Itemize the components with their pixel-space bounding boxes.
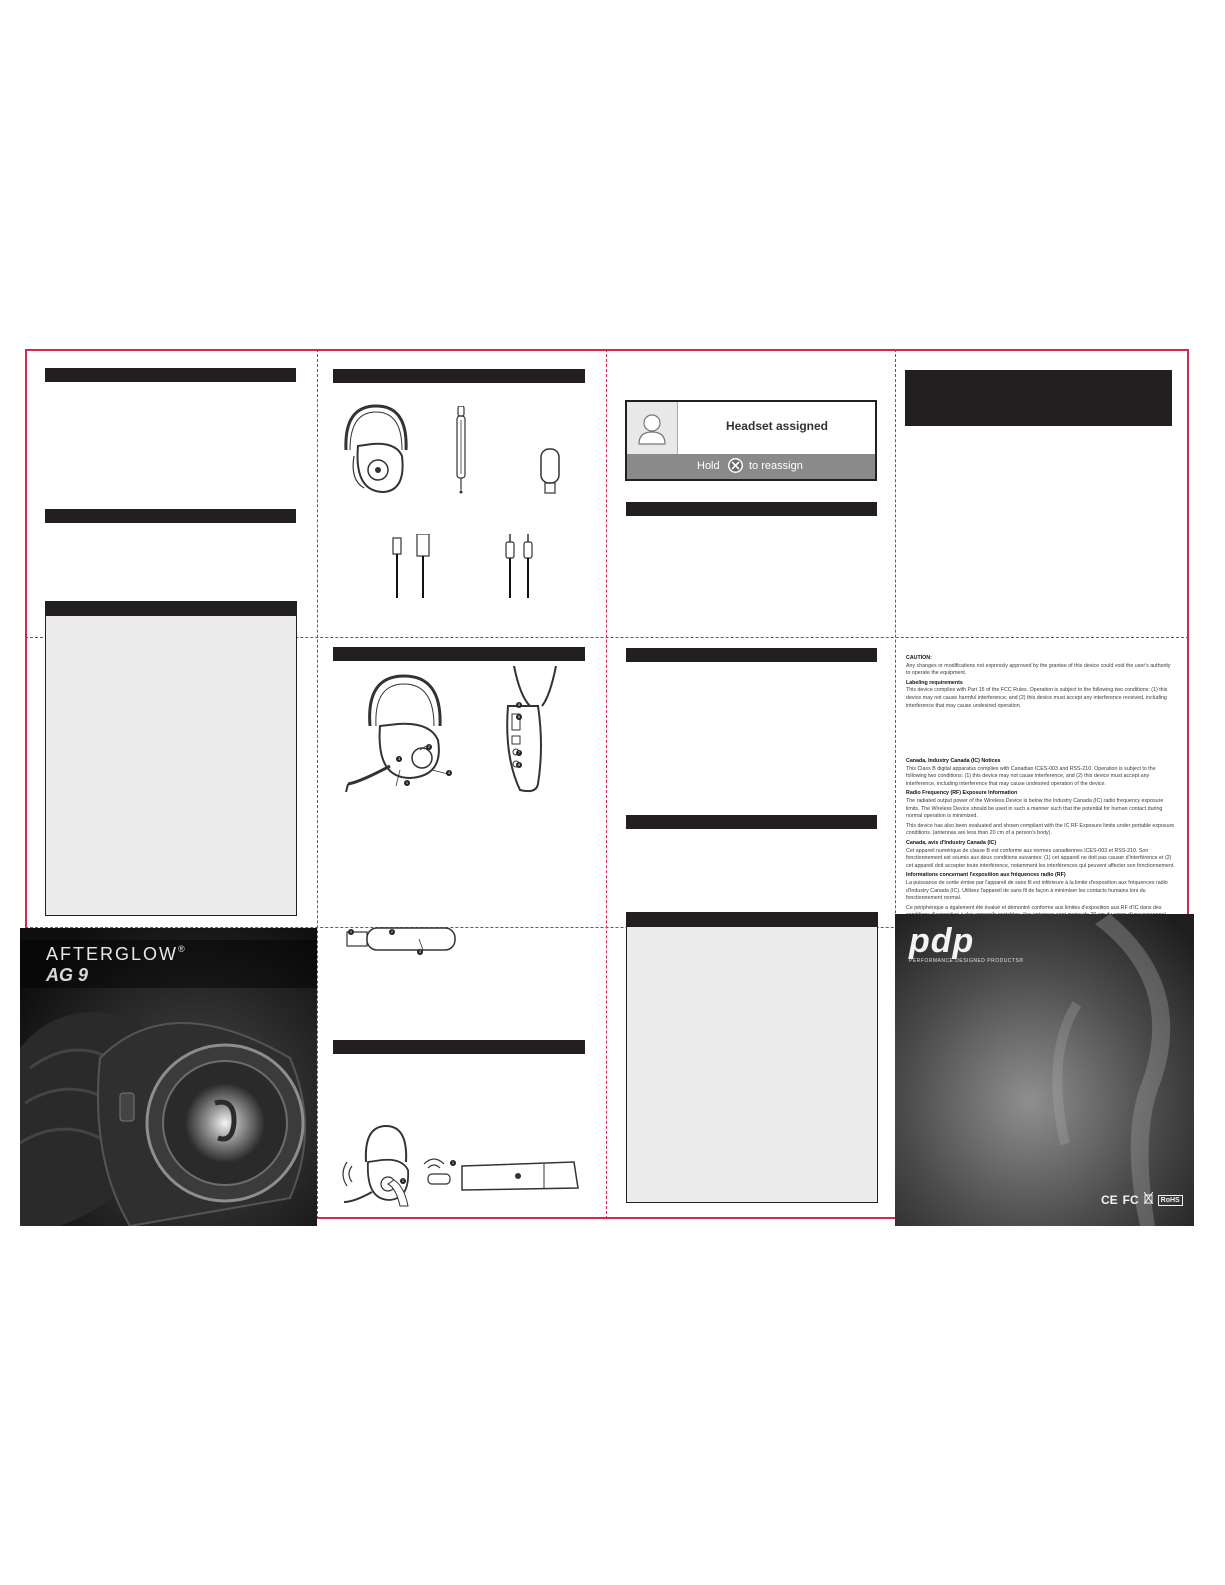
cover-panel	[20, 928, 317, 1226]
ic-rf-fr-heading: Informations concernant l'exposition aux fréquences radio (RF)	[906, 872, 1066, 879]
cover-model: AG 9	[46, 965, 89, 985]
xbox-button-icon	[728, 458, 743, 473]
avatar-icon	[627, 402, 677, 454]
section-bar-3b	[626, 648, 877, 662]
pairing-callout-1: 1	[451, 1160, 455, 1165]
pdp-logo: pdp	[909, 922, 975, 960]
compliance-labeling-heading: Labeling requirements	[906, 679, 963, 686]
black-title-block	[905, 370, 1172, 426]
ic-rf-heading: Radio Frequency (RF) Exposure Information	[906, 790, 1018, 797]
fcc-compliance-text	[906, 655, 1172, 712]
audio-cable-illustration	[500, 534, 540, 598]
headset-callout-illustration	[340, 666, 460, 798]
notification-title: Headset assigned	[725, 419, 829, 433]
ic-avis	[906, 840, 1176, 870]
fcc-mark: FC	[1122, 1193, 1139, 1207]
notification-reassign-text: to reassign	[749, 460, 803, 472]
dongle-callout-1: 1	[349, 929, 353, 934]
section-bar-2	[45, 509, 296, 523]
callout-5: 5	[517, 702, 521, 707]
dongle-callout-2: 2	[390, 929, 394, 934]
usb-dongle-illustration	[539, 447, 561, 495]
callout-3: 3	[397, 756, 401, 761]
section-bar-layout	[333, 647, 585, 661]
section-bar-3c	[626, 815, 877, 829]
ic-rf-fr-body: La puissance de sortie émise par l'appareil de sans fil est inférieure à la limite d'exposition aux fréquences radio d'Industry Canada (IC). Utilisez l'appareil de sans fil de façon à minimiser les contacts humains lors du fonctionnement normal.	[906, 879, 1168, 902]
dongle-callout-3: 3	[418, 949, 422, 954]
callout-8: 8	[517, 762, 521, 767]
compliance-caution	[906, 655, 1172, 678]
weee-bin-icon	[1144, 1191, 1153, 1209]
headset-illustration	[336, 400, 416, 496]
cover-brand-text: AFTERGLOW	[46, 944, 179, 964]
ic-portable-fr-body: Ce périphérique a également été évalué et démontré conforme aux limites d'exposition aux RF d'IC dans des	[906, 904, 1162, 911]
back-cover-panel	[895, 914, 1194, 1226]
grey-panel-left	[45, 601, 297, 916]
usb-cable-illustration	[387, 534, 437, 598]
notification-footer	[627, 454, 875, 479]
ic-avis-heading: Canada, avis d'Industry Canada (IC)	[906, 839, 997, 846]
compliance-caution-heading: CAUTION:	[906, 655, 932, 661]
notification-hold-text: Hold	[697, 460, 720, 472]
section-bar-3a	[626, 502, 877, 516]
compliance-labeling-body: This device complies with Part 15 of the FCC Rules. Operation is subject to the following two conditions: (1) this device may not cause harmful interference, and (2) this device must accept any interference received, including interference that may cause undesired operation.	[906, 687, 1168, 709]
headset-assigned-notification	[625, 400, 877, 481]
grey-panel-right-header	[627, 913, 877, 927]
mic-boom-illustration	[454, 406, 468, 494]
compliance-caution-body: Any changes or modifications not expressly approved by the grantee of this device could void the user's authority to operate the equipment.	[906, 662, 1171, 677]
ic-rf-body: The radiated output power of the Wireless Device is below the Industry Canada (IC) radio frequency exposure limits. The Wireless Device should be used in such a manner such that the potential for human contact during normal operation is minimized.	[906, 797, 1164, 820]
callout-7: 7	[517, 750, 521, 755]
section-bar-box-contents	[333, 369, 585, 383]
ic-notices-heading: Canada, Industry Canada (IC) Notices	[906, 758, 1001, 764]
grey-panel-left-header	[46, 602, 296, 616]
certification-marks	[1101, 1191, 1183, 1209]
ic-notices	[906, 758, 1176, 788]
cover-brand	[46, 944, 187, 965]
callout-6: 6	[517, 714, 521, 719]
pdp-tagline: PERFORMANCE DESIGNED PRODUCTS®	[909, 958, 1024, 964]
ic-notices-body: This Class B digital apparatus complies with Canadian ICES-003 and RSS-210. Operation is subject to the following two conditions: (1) this device may not cause interference, and (2) this device must accept any interference, including interference that may cause undesired operation of the device.	[906, 765, 1156, 787]
grey-panel-right	[626, 912, 878, 1203]
ic-rf-fr	[906, 872, 1176, 902]
headset-controls-illustration	[500, 666, 570, 796]
pairing-illustration	[338, 1122, 582, 1212]
pairing-callout-2: 2	[401, 1178, 405, 1183]
notification-avatar-tile	[627, 402, 678, 454]
ce-mark: CE	[1101, 1193, 1118, 1207]
fold-line-1	[317, 349, 318, 1219]
section-bar-pairing	[333, 1040, 585, 1054]
callout-4: 4	[447, 770, 451, 775]
ic-rf-exposure	[906, 790, 1176, 820]
callout-1: 1	[405, 780, 409, 785]
section-bar-1	[45, 368, 296, 382]
fold-line-2	[606, 349, 607, 1219]
compliance-labeling	[906, 680, 1172, 710]
ic-portable-body: This device has also been evaluated and shown compliant with the IC RF Exposure limits under portable exposure conditions. (antennas are less than 20 cm of a person's body).	[906, 822, 1175, 837]
ic-avis-body: Cet appareil numérique de classe B est conforme aux normes canadiennes ICES-003 et RSS-210. Son fonctionnement est soumis aux deux conditions suivantes: (1) cet appareil ne doit pas causer d'interférence et (2) cet appareil doit accepter toute interférence, notamment les interférences qui peuvent affecter son fonctionnement.	[906, 847, 1175, 869]
ic-portable	[906, 823, 1176, 838]
dongle-callout-illustration	[343, 924, 458, 960]
rohs-mark: RoHS	[1158, 1195, 1183, 1206]
ic-compliance-text	[906, 758, 1176, 922]
cover-registered: ®	[178, 944, 187, 954]
callout-2: 2	[427, 744, 431, 749]
